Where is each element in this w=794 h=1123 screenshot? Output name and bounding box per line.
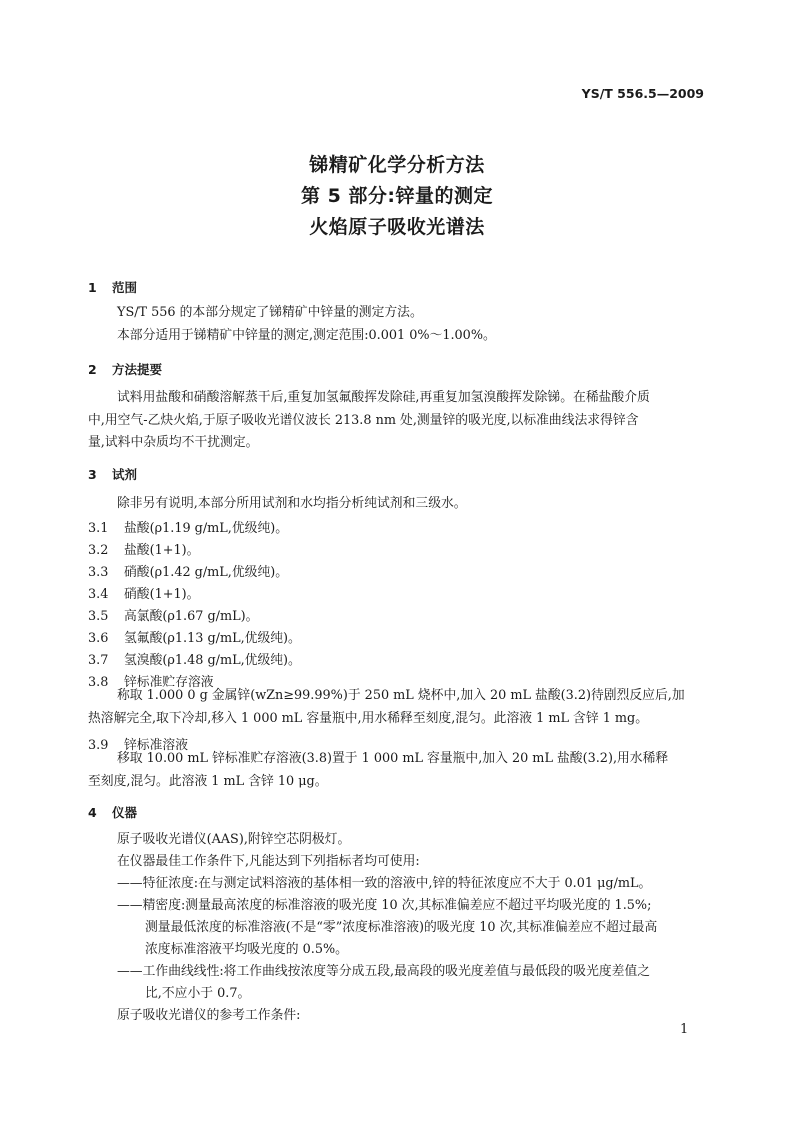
clause-text: 锌标准贮存溶液 bbox=[124, 675, 214, 690]
section-2-heading bbox=[88, 360, 162, 378]
s1-paragraph-1: YS/T 556 的本部分规定了锑精矿中锌量的测定方法。 bbox=[117, 305, 423, 320]
clause-number: 3.5 bbox=[88, 609, 109, 624]
title-line-3: 火焰原子吸收光谱法 bbox=[309, 216, 485, 238]
clause-3-4 bbox=[88, 583, 199, 602]
clause-number: 3.1 bbox=[88, 521, 109, 536]
s3-9-line-1: 移取 10.00 mL 锌标准贮存溶液(3.8)置于 1 000 mL 容量瓶中,加入 20 mL 盐酸(3.2),用水稀释 bbox=[117, 751, 669, 766]
s4-dash-item-3-line-2: 比,不应小于 0.7。 bbox=[145, 986, 251, 1001]
s3-intro: 除非另有说明,本部分所用试剂和水均指分析纯试剂和三级水。 bbox=[117, 496, 467, 511]
clause-number: 3.8 bbox=[88, 675, 109, 690]
section-title: 仪器 bbox=[112, 805, 138, 820]
section-number: 4 bbox=[88, 805, 97, 820]
section-1-heading bbox=[88, 278, 137, 296]
clause-number: 3.6 bbox=[88, 631, 109, 646]
title-line-1: 锑精矿化学分析方法 bbox=[309, 154, 485, 176]
s2-line-2: 中,用空气-乙炔火焰,于原子吸收光谱仪波长 213.8 nm 处,测量锌的吸光度,以标准曲线法求得锌含 bbox=[88, 413, 639, 428]
clause-3-1 bbox=[88, 517, 288, 536]
clause-3-7 bbox=[88, 649, 301, 668]
clause-number: 3.7 bbox=[88, 653, 109, 668]
clause-text: 硝酸(1+1)。 bbox=[124, 587, 200, 602]
clause-text: 硝酸(ρ1.42 g/mL,优级纯)。 bbox=[124, 565, 289, 580]
clause-3-3 bbox=[88, 561, 288, 580]
clause-number: 3.2 bbox=[88, 543, 109, 558]
section-4-heading bbox=[88, 803, 137, 821]
s3-8-line-2: 热溶解完全,取下冷却,移入 1 000 mL 容量瓶中,用水稀释至刻度,混匀。此溶液 1 mL 含锌 1 mg。 bbox=[88, 711, 649, 726]
s4-paragraph-2: 在仪器最佳工作条件下,凡能达到下列指标者均可使用: bbox=[117, 854, 420, 869]
s3-8-line-1: 称取 1.000 0 g 金属锌(wZn≥99.99%)于 250 mL 烧杯中,加入 20 mL 盐酸(3.2)待剧烈反应后,加 bbox=[117, 688, 685, 703]
clause-number: 3.9 bbox=[88, 738, 109, 753]
title-line-2: 第 5 部分:锌量的测定 bbox=[300, 185, 494, 207]
clause-text: 氢氟酸(ρ1.13 g/mL,优级纯)。 bbox=[124, 631, 301, 646]
section-3-heading bbox=[88, 465, 137, 483]
section-title: 范围 bbox=[112, 280, 138, 295]
s4-dash-item-2-line-1: ——精密度:测量最高浓度的标准溶液的吸光度 10 次,其标准偏差应不超过平均吸光度的 1.5%; bbox=[117, 898, 652, 913]
s4-dash-item-2-line-2: 测量最低浓度的标准溶液(不是“零”浓度标准溶液)的吸光度 10 次,其标准偏差应不超过最高 bbox=[145, 920, 658, 935]
clause-3-5 bbox=[88, 605, 258, 624]
clause-number: 3.4 bbox=[88, 587, 109, 602]
clause-text: 锌标准溶液 bbox=[124, 738, 188, 753]
section-number: 3 bbox=[88, 467, 97, 482]
s4-dash-item-1: ——特征浓度:在与测定试料溶液的基体相一致的溶液中,锌的特征浓度应不大于 0.01 μg/mL。 bbox=[117, 876, 652, 891]
clause-text: 盐酸(ρ1.19 g/mL,优级纯)。 bbox=[124, 521, 289, 536]
s4-dash-item-2-line-3: 浓度标准溶液平均吸光度的 0.5%。 bbox=[145, 942, 348, 957]
standard-number: YS/T 556.5—2009 bbox=[581, 86, 704, 101]
clause-3-2 bbox=[88, 539, 199, 558]
section-title: 试剂 bbox=[112, 467, 138, 482]
s1-paragraph-2: 本部分适用于锑精矿中锌量的测定,测定范围:0.001 0%～1.00%。 bbox=[117, 328, 496, 343]
clause-text: 氢溴酸(ρ1.48 g/mL,优级纯)。 bbox=[124, 653, 301, 668]
s4-paragraph-1: 原子吸收光谱仪(AAS),附锌空芯阴极灯。 bbox=[117, 832, 351, 847]
section-number: 1 bbox=[88, 280, 97, 295]
s3-9-line-2: 至刻度,混匀。此溶液 1 mL 含锌 10 μg。 bbox=[88, 774, 328, 789]
s2-line-3: 量,试料中杂质均不干扰测定。 bbox=[88, 435, 259, 450]
s4-paragraph-3: 原子吸收光谱仪的参考工作条件: bbox=[117, 1008, 301, 1023]
page-number: 1 bbox=[680, 1022, 689, 1037]
clause-3-6 bbox=[88, 627, 301, 646]
section-number: 2 bbox=[88, 362, 97, 377]
clause-text: 高氯酸(ρ1.67 g/mL)。 bbox=[124, 609, 259, 624]
clause-text: 盐酸(1+1)。 bbox=[124, 543, 200, 558]
s2-line-1: 试料用盐酸和硝酸溶解蒸干后,重复加氢氟酸挥发除硅,再重复加氢溴酸挥发除锑。在稀盐酸介质 bbox=[117, 390, 650, 405]
clause-number: 3.3 bbox=[88, 565, 109, 580]
s4-dash-item-3-line-1: ——工作曲线线性:将工作曲线按浓度等分成五段,最高段的吸光度差值与最低段的吸光度差值之 bbox=[117, 964, 651, 979]
section-title: 方法提要 bbox=[112, 362, 163, 377]
